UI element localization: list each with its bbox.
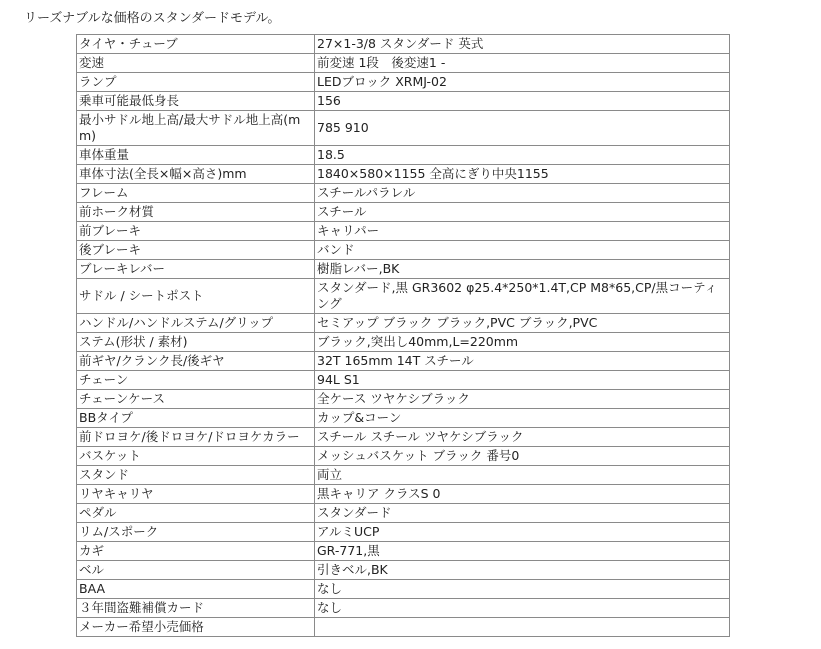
spec-label: リヤキャリヤ (77, 485, 315, 504)
spec-label: 前ブレーキ (77, 222, 315, 241)
spec-row (77, 260, 730, 279)
spec-row (77, 352, 730, 371)
spec-value: 32T 165mm 14T スチール (315, 352, 730, 371)
spec-value: スタンダード,黒 GR3602 φ25.4*250*1.4T,CP M8*65,CP/黒コーティング (315, 279, 730, 314)
spec-label: サドル / シートポスト (77, 279, 315, 314)
spec-value: セミアップ ブラック ブラック,PVC ブラック,PVC (315, 314, 730, 333)
spec-label: リム/スポーク (77, 523, 315, 542)
spec-value: アルミUCP (315, 523, 730, 542)
spec-value: 1840×580×1155 全高にぎり中央1155 (315, 165, 730, 184)
spec-value: LEDブロック XRMJ-02 (315, 73, 730, 92)
spec-value: 樹脂レバー,BK (315, 260, 730, 279)
spec-row (77, 466, 730, 485)
spec-row (77, 241, 730, 260)
spec-row (77, 279, 730, 314)
spec-label: カギ (77, 542, 315, 561)
spec-label: ハンドル/ハンドルステム/グリップ (77, 314, 315, 333)
spec-value: スチール (315, 203, 730, 222)
spec-value: なし (315, 580, 730, 599)
spec-label: ペダル (77, 504, 315, 523)
spec-label: BAA (77, 580, 315, 599)
spec-label: チェーン (77, 371, 315, 390)
spec-label: 車体寸法(全長×幅×高さ)mm (77, 165, 315, 184)
spec-row (77, 54, 730, 73)
spec-label: スタンド (77, 466, 315, 485)
spec-value: 引きベル,BK (315, 561, 730, 580)
spec-value: カップ&コーン (315, 409, 730, 428)
spec-label: 前ギヤ/クランク長/後ギヤ (77, 352, 315, 371)
spec-label: ランプ (77, 73, 315, 92)
spec-label: 最小サドル地上高/最大サドル地上高(mm) (77, 111, 315, 146)
spec-table (76, 34, 730, 637)
spec-row (77, 409, 730, 428)
intro-text: リーズナブルな価格のスタンダードモデル。 (24, 11, 281, 26)
spec-row (77, 222, 730, 241)
spec-value: 18.5 (315, 146, 730, 165)
spec-row (77, 523, 730, 542)
spec-row (77, 618, 730, 637)
spec-row (77, 111, 730, 146)
spec-row (77, 504, 730, 523)
spec-value: 94L S1 (315, 371, 730, 390)
spec-value: なし (315, 599, 730, 618)
spec-value: 全ケース ツヤケシブラック (315, 390, 730, 409)
spec-value: GR-771,黒 (315, 542, 730, 561)
spec-row (77, 333, 730, 352)
spec-row (77, 390, 730, 409)
spec-label: ステム(形状 / 素材) (77, 333, 315, 352)
spec-row (77, 580, 730, 599)
spec-row (77, 561, 730, 580)
spec-value: 156 (315, 92, 730, 111)
spec-row (77, 203, 730, 222)
spec-table-body (77, 35, 730, 637)
spec-value: 前変速 1段 後変速1 - (315, 54, 730, 73)
spec-label: チェーンケース (77, 390, 315, 409)
spec-row (77, 599, 730, 618)
spec-value (315, 618, 730, 637)
spec-label: 前ドロヨケ/後ドロヨケ/ドロヨケカラー (77, 428, 315, 447)
spec-label: 後ブレーキ (77, 241, 315, 260)
spec-row (77, 92, 730, 111)
spec-label: 車体重量 (77, 146, 315, 165)
spec-row (77, 184, 730, 203)
spec-label: BBタイプ (77, 409, 315, 428)
spec-row (77, 146, 730, 165)
spec-value: メッシュバスケット ブラック 番号0 (315, 447, 730, 466)
spec-label: ブレーキレバー (77, 260, 315, 279)
spec-value: 785 910 (315, 111, 730, 146)
spec-row (77, 485, 730, 504)
spec-label: 変速 (77, 54, 315, 73)
spec-row (77, 371, 730, 390)
spec-value: 27×1-3/8 スタンダード 英式 (315, 35, 730, 54)
spec-label: メーカー希望小売価格 (77, 618, 315, 637)
spec-value: スタンダード (315, 504, 730, 523)
spec-value: 黒キャリア クラスS 0 (315, 485, 730, 504)
spec-value: スチール スチール ツヤケシブラック (315, 428, 730, 447)
spec-row (77, 542, 730, 561)
spec-row (77, 447, 730, 466)
spec-label: フレーム (77, 184, 315, 203)
spec-label: ベル (77, 561, 315, 580)
spec-row (77, 165, 730, 184)
spec-label: ３年間盗難補償カード (77, 599, 315, 618)
spec-value: キャリパー (315, 222, 730, 241)
spec-label: 前ホーク材質 (77, 203, 315, 222)
spec-label: バスケット (77, 447, 315, 466)
spec-value: バンド (315, 241, 730, 260)
spec-label: 乗車可能最低身長 (77, 92, 315, 111)
spec-value: スチールパラレル (315, 184, 730, 203)
spec-row (77, 428, 730, 447)
spec-value: 両立 (315, 466, 730, 485)
spec-row (77, 35, 730, 54)
spec-value: ブラック,突出し40mm,L=220mm (315, 333, 730, 352)
spec-row (77, 73, 730, 92)
spec-label: タイヤ・チューブ (77, 35, 315, 54)
spec-row (77, 314, 730, 333)
